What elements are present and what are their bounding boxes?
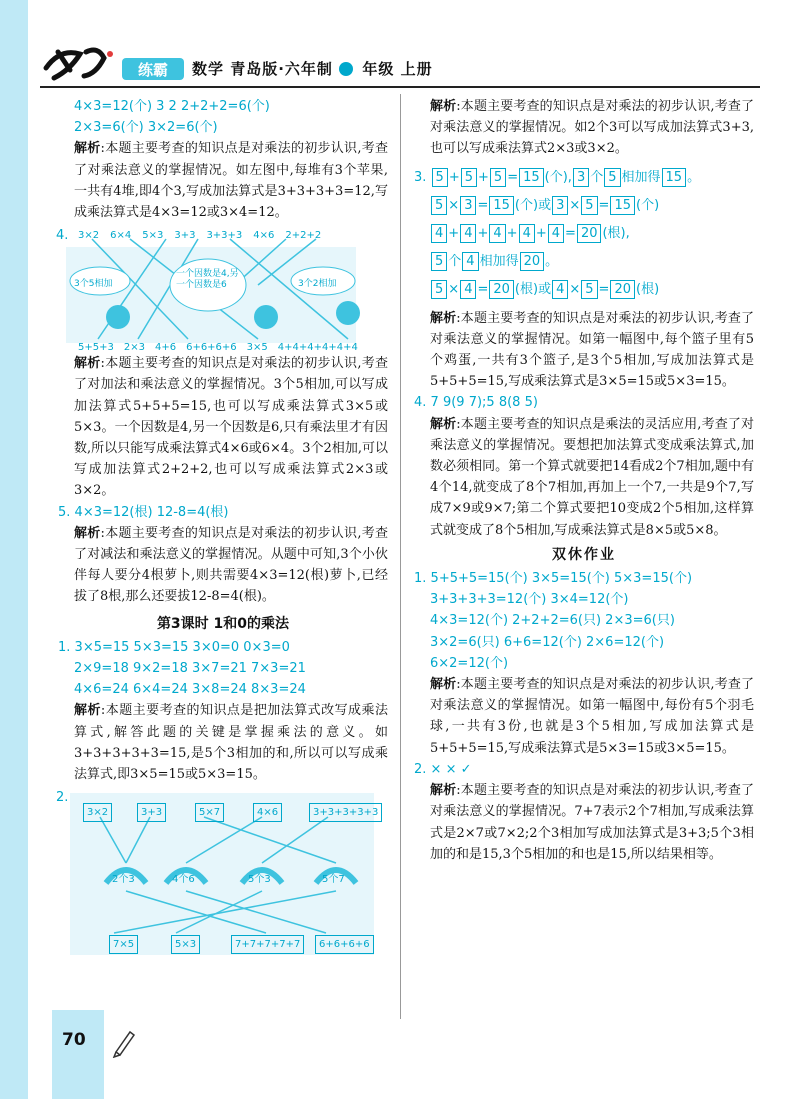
match-item: 3+3+3 [206,230,243,242]
analysis-paragraph: 解析:本题主要考查的知识点是对乘法的初步认识,考查了对乘法意义的掌握情况。7+7表示2个7相加,写成乘法算式是2×7或7×2;2个3相加写成加法算式是3+3;5个3相加的和是15,3个5相加的和也是15,所以结果相等。 [430,783,754,862]
match-box: 7×5 [109,935,138,954]
answer-box: 20 [610,280,635,299]
answer-line: 2×3=6(个) 3×2=6(个) [74,120,218,136]
match-item: 2个3 [112,874,135,886]
boxed-answer-line: 5 × 4 = 20 (根)或 4 × 5 = 20 (根) [414,279,754,300]
answer-line: 2. × × ✓ [414,761,472,777]
analysis-paragraph: 解析:本题主要考查的知识点是对乘法的初步认识,考查了对减法和乘法意义的掌握情况。从题中可知,3个小伙伴每人要分4根萝卜,则共需要4×3=12(根)萝卜,已经拔了8根,那么还要拔12-8=4(根)。 [74,525,388,605]
q4-figure [58,225,388,353]
match-box: 3×2 [83,803,112,822]
answer-box: 4 [552,280,568,299]
answer-box: 5 [581,196,597,215]
answer-box: 4 [489,224,505,243]
book-info: 数学 青岛版·六年制 年级 上册 [192,60,433,78]
match-item: 4个6 [172,874,195,886]
answer-box: 20 [577,224,602,243]
question-number: 4. [56,228,69,244]
answer-box: 15 [519,168,544,187]
answer-line: 5. 4×3=12(根) 12-8=4(根) [58,504,229,520]
analysis-paragraph: 解析:本题主要考查的知识点是对乘法的初步认识,考查了对乘法意义的掌握情况。如左图中,每堆有3个苹果,一共有4堆,即4个3,写成加法算式是3+3+3+3=12,写成乘法算式是4×3=12或3×4=12。 [74,141,388,221]
answer-box: 20 [489,280,514,299]
match-item: 4+4+4+4+4+4 [277,342,358,354]
analysis-paragraph: 解析:本题主要考查的知识点是对乘法的初步认识,考查了对乘法意义的掌握情况。如第一幅图中,每份有5个羽毛球,一共有3份,也就是3个5相加,写成加法算式是5+5+5=15,写成乘法算式是5×3=15或3×5=15。 [430,677,754,756]
match-box: 4×6 [253,803,282,822]
answer-box: 5 [431,280,447,299]
question-number: 2. [56,790,69,806]
match-box: 3+3 [137,803,166,822]
answer-box: 15 [489,196,514,215]
match-item: 4×6 [253,230,275,242]
answer-box: 5 [432,168,448,187]
match-box: 5×7 [195,803,224,822]
bubble-text: 一个因数是4,另一个因数是6 [176,269,239,291]
page-number: 70 [62,1030,86,1050]
match-item: 5个3 [248,874,271,886]
analysis-paragraph: 解析:本题主要考查的知识点是对乘法的初步认识,考查了对乘法意义的掌握情况。如第一幅图中,每个篮子里有5个鸡蛋,一共有3个篮子,是3个5相加,写成加法算式是5+5+5=15,写成乘法算式是3×5=15或5×3=15。 [430,310,754,390]
q4-top-items [78,225,388,246]
answer-box: 4 [431,224,447,243]
answer-line: 1. 3×5=15 5×3=15 3×0=0 0×3=0 [58,639,290,655]
svg-text:练霸: 练霸 [137,61,169,79]
answer-line: 6×2=12(个) [430,655,509,671]
lesson-title: 第3课时 1和0的乘法 [156,615,290,632]
analysis-paragraph: 解析:本题主要考查的知识点是乘法的灵活应用,考查了对乘法意义的掌握情况。要想把加法算式变成乘法算式,加数必须相同。第一个算式就要把14看成2个7相加,题中有4个14,就变成了8个7相加,再加上一个7,一共是9个7,写成7×9或9×7;第二个算式要把10变成2个5相加,这样算式就变成了8个5相加,写成乘法算式是8×5或5×8。 [430,416,754,538]
brand-logo [40,40,190,84]
match-box: 5×3 [171,935,200,954]
pencil-icon [110,1028,136,1058]
analysis-paragraph: 解析:本题主要考查的知识点是把加法算式改写成乘法算式,解答此题的关键是掌握乘法的意义。如3+3+3+3+3=15,是5个3相加的和,所以可以写成乘法算式,即3×5=15或5×3=15。 [74,703,388,783]
answer-box: 3 [460,196,476,215]
match-box: 6+6+6+6 [315,935,374,954]
answer-box: 4 [462,252,478,271]
column-divider [400,94,401,1019]
boxed-answer-line: 5 个 4 相加得 20 。 [414,251,754,272]
answer-line: 2×9=18 9×2=18 3×7=21 7×3=21 [74,661,306,677]
bubble-text: 3个2相加 [298,279,337,290]
match-item: 2×3 [123,342,145,354]
match-item: 2+2+2 [285,230,322,242]
answer-box: 4 [460,280,476,299]
match-item: 3×2 [78,230,100,242]
answer-box: 15 [662,168,687,187]
right-column [414,96,754,865]
page-number-band [52,1010,104,1099]
answer-box: 5 [431,196,447,215]
answer-box: 5 [604,168,620,187]
answer-line: 3×2=6(只) 6+6=12(个) 2×6=12(个) [430,634,665,650]
match-item: 5个7 [322,874,345,886]
left-margin-band [0,0,28,1099]
boxed-answer-line: 5 × 3 = 15 (个)或 3 × 5 = 15 (个) [414,195,754,216]
answer-box: 4 [548,224,564,243]
match-item: 3+3 [174,230,196,242]
analysis-paragraph: 解析:本题主要考查的知识点是对乘法的初步认识,考查了对加法和乘法意义的掌握情况。3个5相加,可以写成加法算式5+5+5=15,也可以写成乘法算式3×5或5×3。一个因数是4,另一个因数是6,只有乘法里才有因数,所以只能写成乘法算式4×6或6×4。3个2相加,可以写成加法算式2+2+2,也可以写成乘法算式2×3或3×2。 [74,356,388,499]
answer-box: 4 [519,224,535,243]
boxed-answer-line: 3. 5 + 5 + 5 = 15 (个), 3 个 5 相加得 15 。 [414,169,701,185]
match-item: 3×5 [246,342,268,354]
answer-line: 3+3+3+3=12(个) 3×4=12(个) [430,592,629,608]
answer-box: 3 [552,196,568,215]
boxed-answer-line: 4 + 4 + 4 + 4 + 4 = 20 (根), [414,223,754,244]
answer-box: 5 [431,252,447,271]
q4-bottom-items [78,337,388,358]
answer-box: 5 [461,168,477,187]
answer-box: 20 [520,252,545,271]
match-item: 5×3 [142,230,164,242]
analysis-paragraph: 解析:本题主要考查的知识点是对乘法的初步认识,考查了对乘法意义的掌握情况。如2个3可以写成加法算式3+3,也可以写成乘法算式2×3或3×2。 [430,99,754,157]
answer-line: 4×3=12(个) 2+2+2=6(只) 2×3=6(只) [430,613,675,629]
page-header [0,0,800,88]
answer-box: 15 [610,196,635,215]
match-box: 7+7+7+7+7 [231,935,304,954]
answer-line: 1. 5+5+5=15(个) 3×5=15(个) 5×3=15(个) [414,571,693,587]
bubble-text: 3个5相加 [74,279,113,290]
header-rule [40,86,760,88]
answer-box: 4 [460,224,476,243]
match-item: 5+5+3 [78,342,114,354]
left-column [58,96,388,957]
answer-line: 4×3=12(个) 3 2 2+2+2=6(个) [74,99,270,114]
match-box: 3+3+3+3+3 [309,803,382,822]
answer-box: 5 [490,168,506,187]
match-item: 4+6 [154,342,177,354]
match-item: 6+6+6+6 [186,342,237,354]
match-item: 6×4 [110,230,132,242]
q2-figure [58,787,388,957]
answer-box: 5 [581,280,597,299]
grade-icon [339,62,353,76]
answer-line: 4. 7 9(9 7);5 8(8 5) [414,395,538,411]
section-title: 双休作业 [552,546,616,563]
answer-box: 3 [573,168,589,187]
answer-line: 4×6=24 6×4=24 3×8=24 8×3=24 [74,682,306,698]
